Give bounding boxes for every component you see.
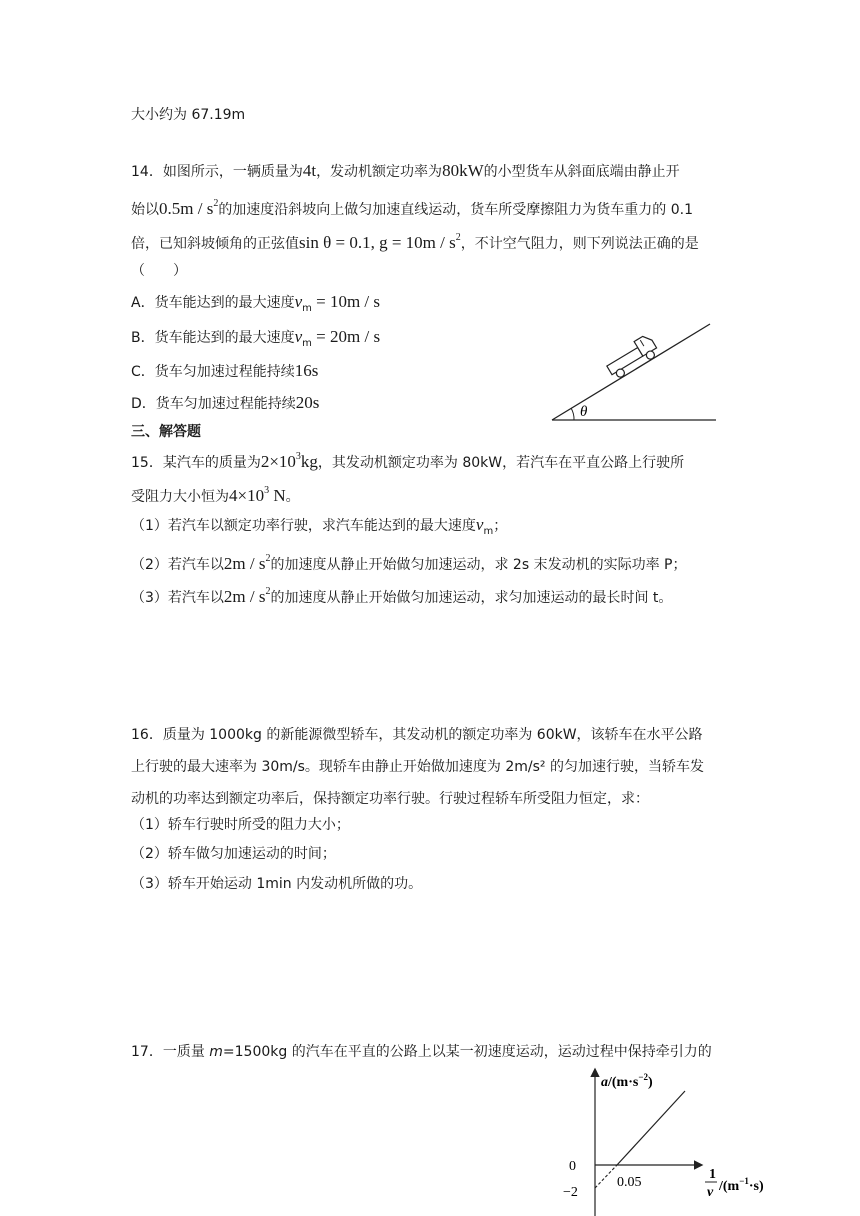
q15-part1: （1）若汽车以额定功率行驶，求汽车能达到的最大速度$v_m$； [131, 515, 508, 537]
acceleration-graph [555, 1066, 795, 1216]
q17-line1: 17．一质量 m=1500kg 的汽车在平直的公路上以某一初速度运动，运动过程中保持牵引力的 [131, 1044, 712, 1060]
graph-line-solid [617, 1091, 685, 1165]
q14-power: 80kW [442, 161, 484, 180]
q16-line1: 16．质量为 1000kg 的新能源微型轿车，其发动机的额定功率为 60kW，该轿车在水平公路 [131, 727, 703, 743]
q14-accel: $0.5m / s^2$ [159, 198, 219, 218]
theta-label: θ [580, 404, 588, 420]
q14-sin-eq: sin θ = 0.1, $g = 10m / s^2$ [299, 232, 461, 252]
q16-line3: 动机的功率达到额定功率后，保持额定功率行驶。行驶过程轿车所受阻力恒定，求： [131, 791, 649, 807]
q16-part1: （1）轿车行驶时所受的阻力大小； [131, 817, 350, 833]
graph-line-dashed [595, 1165, 617, 1188]
x-axis-label-den: v [707, 1185, 714, 1200]
q14-option-a: A．货车能达到的最大速度$v_m = 10m / s$ [131, 292, 381, 314]
q14-paren: （ ） [131, 263, 187, 279]
q15-part3: （3）若汽车以$2m / s^2$的加速度从静止开始做匀加速运动，求匀加速运动的最长时间 t。 [131, 586, 673, 606]
q14-line1: 14．如图所示，一辆质量为4t，发动机额定功率为80kW的小型货车从斜面底端由静止开 [131, 161, 680, 180]
q14-line3: 倍，已知斜坡倾角的正弦值sin θ = 0.1, $g = 10m / s^2$，不计空气阻力，则下列说法正确的是 [131, 232, 699, 252]
q15-line1: 15．某汽车的质量为$2\times 10^3kg$，其发动机额定功率为 80kW，若汽车在平直公路上行驶所 [131, 451, 685, 471]
q15-mass: $2\times 10^3kg$ [260, 451, 318, 471]
x-axis-label-num: 1 [709, 1167, 716, 1182]
angle-arc [571, 408, 574, 420]
origin-label: 0 [569, 1159, 576, 1174]
y-axis-label: $a/(m\cdot s^{-2})$ [601, 1072, 653, 1090]
q14-line2: 始以$0.5m / s^2$的加速度沿斜坡向上做匀加速直线运动，货车所受摩擦阻力为货车重力的 0.1 [131, 198, 694, 218]
truck-icon [603, 333, 660, 380]
section-3-heading: 三、解答题 [131, 424, 201, 440]
q15-line2: 受阻力大小恒为$4\times 10^3$ N。 [131, 485, 300, 505]
q14-mass: 4t [302, 161, 317, 180]
slope-line [552, 324, 710, 420]
q14-number: 14． [131, 164, 163, 180]
q15-part2: （2）若汽车以$2m / s^2$的加速度从静止开始做匀加速运动，求 2s 末发动机的实际功率 P； [131, 553, 687, 573]
q16-part3: （3）轿车开始运动 1min 内发动机所做的功。 [131, 876, 423, 892]
neg2-label: −2 [563, 1185, 578, 1200]
q14-option-c: C．货车匀加速过程能持续16s [131, 361, 319, 380]
x-axis-label-unit: $/(m^{-1}\cdot s)$ [719, 1176, 764, 1194]
q14-option-b: B．货车能达到的最大速度$v_m = 20m / s$ [131, 327, 381, 349]
top-note: 大小约为 67.19m [131, 107, 246, 123]
q14-option-d: D．货车匀加速过程能持续20s [131, 393, 320, 412]
q16-line2: 上行驶的最大速率为 30m/s。现轿车由静止开始做加速度为 2m/s² 的匀加速行驶，当轿车发 [131, 759, 704, 775]
x-tick-label: 0.05 [617, 1175, 642, 1190]
q16-part2: （2）轿车做匀加速运动的时间； [131, 846, 336, 862]
q15-force: $4\times 10^3$ N [229, 485, 286, 505]
incline-truck-figure [548, 318, 720, 424]
